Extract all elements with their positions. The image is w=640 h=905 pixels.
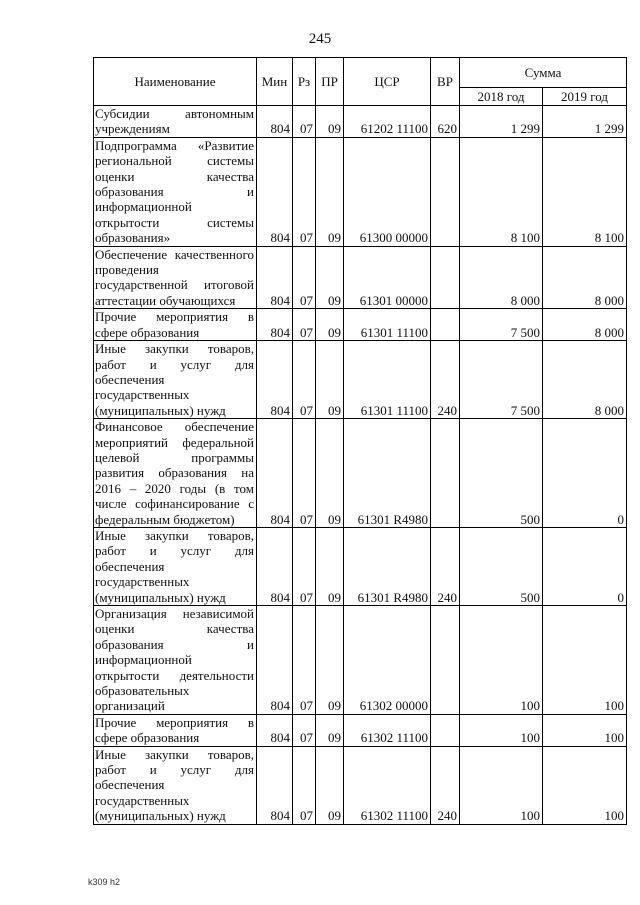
table-row bbox=[94, 106, 627, 138]
row-sum-2019-cell: 8 000 bbox=[543, 309, 627, 341]
row-min-cell: 804 bbox=[257, 309, 293, 341]
row-sum-2019-cell: 0 bbox=[543, 527, 627, 605]
row-sum-2019-cell: 100 bbox=[543, 746, 627, 824]
row-sum-2018-cell: 100 bbox=[460, 714, 543, 746]
table-row bbox=[94, 309, 627, 341]
col-header-year-2018: 2018 год bbox=[460, 88, 543, 106]
row-name-cell: Прочие мероприятия в сфере образования bbox=[94, 309, 257, 341]
row-min-cell: 804 bbox=[257, 419, 293, 528]
col-header-csr: ЦСР bbox=[344, 58, 431, 106]
row-min-cell: 804 bbox=[257, 341, 293, 419]
row-min-cell: 804 bbox=[257, 246, 293, 309]
row-rz-cell: 07 bbox=[293, 714, 316, 746]
row-pr-cell: 09 bbox=[316, 419, 344, 528]
row-csr-cell: 61301 R4980 bbox=[344, 527, 431, 605]
row-rz-cell: 07 bbox=[293, 527, 316, 605]
table-row bbox=[94, 137, 627, 246]
row-pr-cell: 09 bbox=[316, 137, 344, 246]
row-sum-2019-cell: 0 bbox=[543, 419, 627, 528]
row-csr-cell: 61301 11100 bbox=[344, 341, 431, 419]
col-header-rz: Рз bbox=[293, 58, 316, 106]
row-rz-cell: 07 bbox=[293, 606, 316, 715]
row-rz-cell: 07 bbox=[293, 341, 316, 419]
row-csr-cell: 61302 11100 bbox=[344, 714, 431, 746]
row-rz-cell: 07 bbox=[293, 246, 316, 309]
row-vr-cell: 620 bbox=[431, 106, 460, 138]
row-rz-cell: 07 bbox=[293, 746, 316, 824]
row-min-cell: 804 bbox=[257, 137, 293, 246]
table-row bbox=[94, 419, 627, 528]
row-vr-cell bbox=[431, 714, 460, 746]
row-vr-cell bbox=[431, 246, 460, 309]
col-header-min: Мин bbox=[257, 58, 293, 106]
row-vr-cell: 240 bbox=[431, 527, 460, 605]
table-row bbox=[94, 246, 627, 309]
row-sum-2018-cell: 1 299 bbox=[460, 106, 543, 138]
row-name-cell: Подпрограмма «Развитие региональной системы оценки качества образования и информационной открытости системы образования» bbox=[94, 137, 257, 246]
row-min-cell: 804 bbox=[257, 606, 293, 715]
row-pr-cell: 09 bbox=[316, 714, 344, 746]
col-header-name: Наименование bbox=[94, 58, 257, 106]
row-name-cell: Организация независимой оценки качества образования и информационной открытости деятельности образовательных организаций bbox=[94, 606, 257, 715]
row-sum-2019-cell: 100 bbox=[543, 606, 627, 715]
row-min-cell: 804 bbox=[257, 714, 293, 746]
row-name-cell: Субсидии автономным учреждениям bbox=[94, 106, 257, 138]
table-row bbox=[94, 746, 627, 824]
row-sum-2018-cell: 100 bbox=[460, 606, 543, 715]
row-sum-2018-cell: 7 500 bbox=[460, 341, 543, 419]
row-name-cell: Иные закупки товаров, работ и услуг для обеспечения государственных (муниципальных) нужд bbox=[94, 746, 257, 824]
row-sum-2018-cell: 100 bbox=[460, 746, 543, 824]
row-pr-cell: 09 bbox=[316, 746, 344, 824]
col-header-vr: ВР bbox=[431, 58, 460, 106]
row-sum-2018-cell: 8 000 bbox=[460, 246, 543, 309]
col-header-pr: ПР bbox=[316, 58, 344, 106]
row-vr-cell bbox=[431, 606, 460, 715]
table-row bbox=[94, 606, 627, 715]
row-name-cell: Обеспечение качественного проведения государственной итоговой аттестации обучающихся bbox=[94, 246, 257, 309]
row-rz-cell: 07 bbox=[293, 137, 316, 246]
row-vr-cell: 240 bbox=[431, 341, 460, 419]
row-min-cell: 804 bbox=[257, 527, 293, 605]
row-min-cell: 804 bbox=[257, 746, 293, 824]
row-pr-cell: 09 bbox=[316, 246, 344, 309]
row-sum-2019-cell: 8 000 bbox=[543, 341, 627, 419]
row-pr-cell: 09 bbox=[316, 527, 344, 605]
row-sum-2019-cell: 8 000 bbox=[543, 246, 627, 309]
row-name-cell: Прочие мероприятия в сфере образования bbox=[94, 714, 257, 746]
table-row bbox=[94, 527, 627, 605]
row-rz-cell: 07 bbox=[293, 419, 316, 528]
row-csr-cell: 61301 00000 bbox=[344, 246, 431, 309]
row-sum-2018-cell: 500 bbox=[460, 527, 543, 605]
row-pr-cell: 09 bbox=[316, 106, 344, 138]
row-sum-2019-cell: 8 100 bbox=[543, 137, 627, 246]
row-csr-cell: 61300 00000 bbox=[344, 137, 431, 246]
row-vr-cell: 240 bbox=[431, 746, 460, 824]
row-sum-2018-cell: 500 bbox=[460, 419, 543, 528]
col-header-sum: Сумма bbox=[460, 58, 627, 88]
row-vr-cell bbox=[431, 137, 460, 246]
row-name-cell: Иные закупки товаров, работ и услуг для обеспечения государственных (муниципальных) нужд bbox=[94, 341, 257, 419]
page-number: 245 bbox=[308, 31, 332, 47]
row-vr-cell bbox=[431, 309, 460, 341]
row-name-cell: Финансовое обеспечение мероприятий федеральной целевой программы развития образования на 2016 – 2020 годы (в том числе софинансирование с федеральным бюджетом) bbox=[94, 419, 257, 528]
row-min-cell: 804 bbox=[257, 106, 293, 138]
row-name-cell: Иные закупки товаров, работ и услуг для обеспечения государственных (муниципальных) нужд bbox=[94, 527, 257, 605]
row-vr-cell bbox=[431, 419, 460, 528]
col-header-year-2019: 2019 год bbox=[543, 88, 627, 106]
row-csr-cell: 61301 R4980 bbox=[344, 419, 431, 528]
row-csr-cell: 61202 11100 bbox=[344, 106, 431, 138]
row-rz-cell: 07 bbox=[293, 309, 316, 341]
row-pr-cell: 09 bbox=[316, 341, 344, 419]
row-pr-cell: 09 bbox=[316, 606, 344, 715]
table-body bbox=[94, 106, 627, 825]
budget-table bbox=[93, 57, 627, 825]
row-sum-2018-cell: 7 500 bbox=[460, 309, 543, 341]
row-sum-2019-cell: 100 bbox=[543, 714, 627, 746]
row-pr-cell: 09 bbox=[316, 309, 344, 341]
footer-code: k309 h2 bbox=[88, 877, 121, 887]
row-csr-cell: 61301 11100 bbox=[344, 309, 431, 341]
row-rz-cell: 07 bbox=[293, 106, 316, 138]
row-sum-2018-cell: 8 100 bbox=[460, 137, 543, 246]
table-row bbox=[94, 341, 627, 419]
row-csr-cell: 61302 11100 bbox=[344, 746, 431, 824]
row-csr-cell: 61302 00000 bbox=[344, 606, 431, 715]
row-sum-2019-cell: 1 299 bbox=[543, 106, 627, 138]
table-row bbox=[94, 714, 627, 746]
